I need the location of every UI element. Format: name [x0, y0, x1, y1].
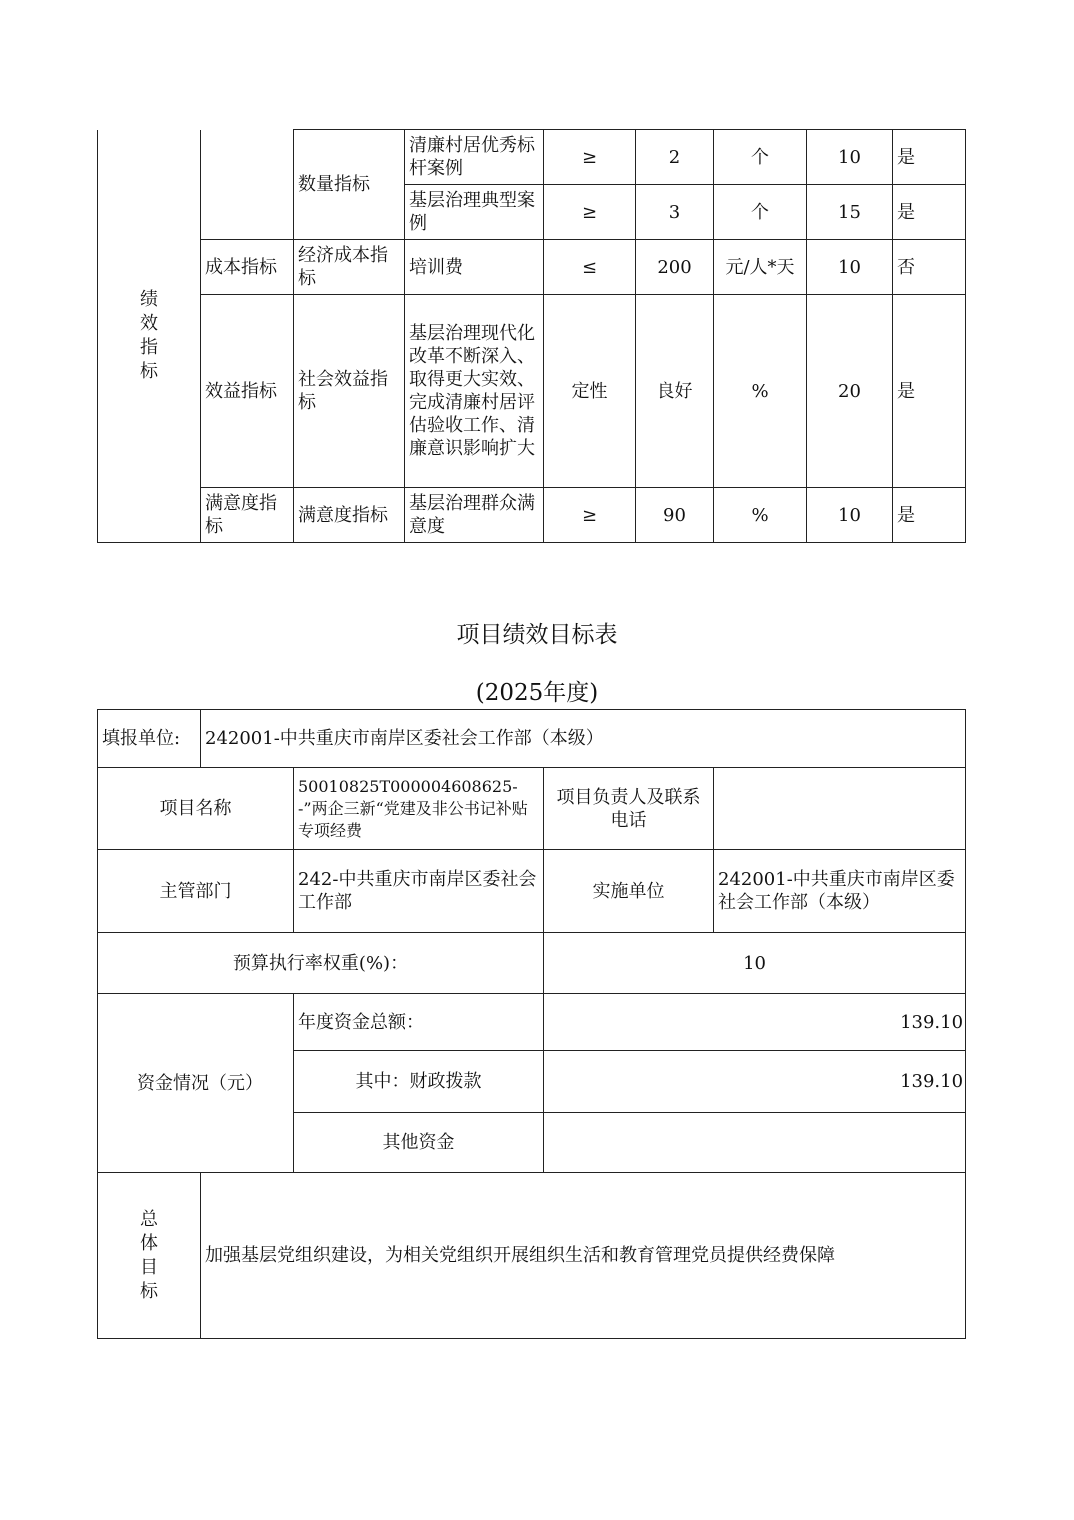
indicator-operator: ≤ [544, 240, 636, 295]
indicator-core: 否 [893, 240, 966, 295]
level3-indicator: 经济成本指标 [294, 240, 405, 295]
indicator-weight: 10 [807, 130, 893, 185]
indicator-core: 是 [893, 488, 966, 543]
contact-label: 项目负责人及联系电话 [544, 768, 714, 850]
level2-indicator: 成本指标 [201, 240, 294, 295]
indicator-unit: 个 [714, 130, 807, 185]
indicator-unit: % [714, 295, 807, 488]
indicator-operator: ≥ [544, 130, 636, 185]
indicator-value: 90 [636, 488, 714, 543]
fill-unit-label: 填报单位: [98, 710, 201, 768]
other-funds-value [544, 1113, 966, 1173]
impl-unit-label: 实施单位 [544, 850, 714, 933]
indicator-name: 基层治理典型案例 [405, 185, 544, 240]
indicator-core: 是 [893, 130, 966, 185]
indicator-weight: 10 [807, 488, 893, 543]
level3-indicator: 满意度指标 [294, 488, 405, 543]
funds-label-text: 资金情况（元） [137, 1072, 263, 1094]
dept-value: 242-中共重庆市南岸区委社会工作部 [294, 850, 544, 933]
indicator-operator: 定性 [544, 295, 636, 488]
indicator-core: 是 [893, 185, 966, 240]
indicator-unit: % [714, 488, 807, 543]
indicator-weight: 10 [807, 240, 893, 295]
indicator-name: 培训费 [405, 240, 544, 295]
overall-goal-value: 加强基层党组织建设，为相关党组织开展组织生活和教育管理党员提供经费保障 [201, 1173, 966, 1339]
indicator-unit: 元/人*天 [714, 240, 807, 295]
indicator-core: 是 [893, 295, 966, 488]
project-target-table [97, 709, 966, 1339]
indicator-weight: 15 [807, 185, 893, 240]
year-subtitle: (2025年度) [475, 680, 599, 706]
dept-label: 主管部门 [98, 850, 294, 933]
fiscal-label: 其中：财政拨款 [294, 1051, 544, 1113]
budget-rate-label: 预算执行率权重(%)： [98, 933, 544, 994]
indicator-value: 2 [636, 130, 714, 185]
indicator-weight: 20 [807, 295, 893, 488]
budget-rate-value: 10 [544, 933, 966, 994]
annual-total-value: 139.10 [544, 994, 966, 1051]
fiscal-value: 139.10 [544, 1051, 966, 1113]
section-label-performance: 绩 效 指 标 [98, 130, 201, 543]
fill-unit-value: 242001-中共重庆市南岸区委社会工作部（本级） [201, 710, 966, 768]
other-funds-label: 其他资金 [294, 1113, 544, 1173]
indicator-name: 清廉村居优秀标杆案例 [405, 130, 544, 185]
indicator-name: 基层治理群众满意度 [405, 488, 544, 543]
project-name-label: 项目名称 [98, 768, 294, 850]
indicator-value: 3 [636, 185, 714, 240]
funds-label [98, 994, 294, 1173]
indicator-value: 良好 [636, 295, 714, 488]
level3-indicator: 社会效益指标 [294, 295, 405, 488]
level3-indicator: 数量指标 [294, 130, 405, 240]
performance-indicator-table [97, 129, 966, 543]
level2-indicator [201, 130, 294, 240]
indicator-name: 基层治理现代化改革不断深入、取得更大实效、完成清廉村居评估验收工作、清廉意识影响扩大 [405, 295, 544, 488]
indicator-value: 200 [636, 240, 714, 295]
impl-unit-value: 242001-中共重庆市南岸区委社会工作部（本级） [714, 850, 966, 933]
project-name-value: 50010825T000004608625--”两企三新“党建及非公书记补贴专项经费 [294, 768, 544, 850]
level2-indicator: 效益指标 [201, 295, 294, 488]
indicator-unit: 个 [714, 185, 807, 240]
level2-indicator: 满意度指标 [201, 488, 294, 543]
annual-total-label: 年度资金总额： [294, 994, 544, 1051]
indicator-operator: ≥ [544, 185, 636, 240]
page-title: 项目绩效目标表 [456, 622, 618, 648]
contact-value [714, 768, 966, 850]
overall-goal-label: 总 体 目 标 [98, 1173, 201, 1339]
indicator-operator: ≥ [544, 488, 636, 543]
